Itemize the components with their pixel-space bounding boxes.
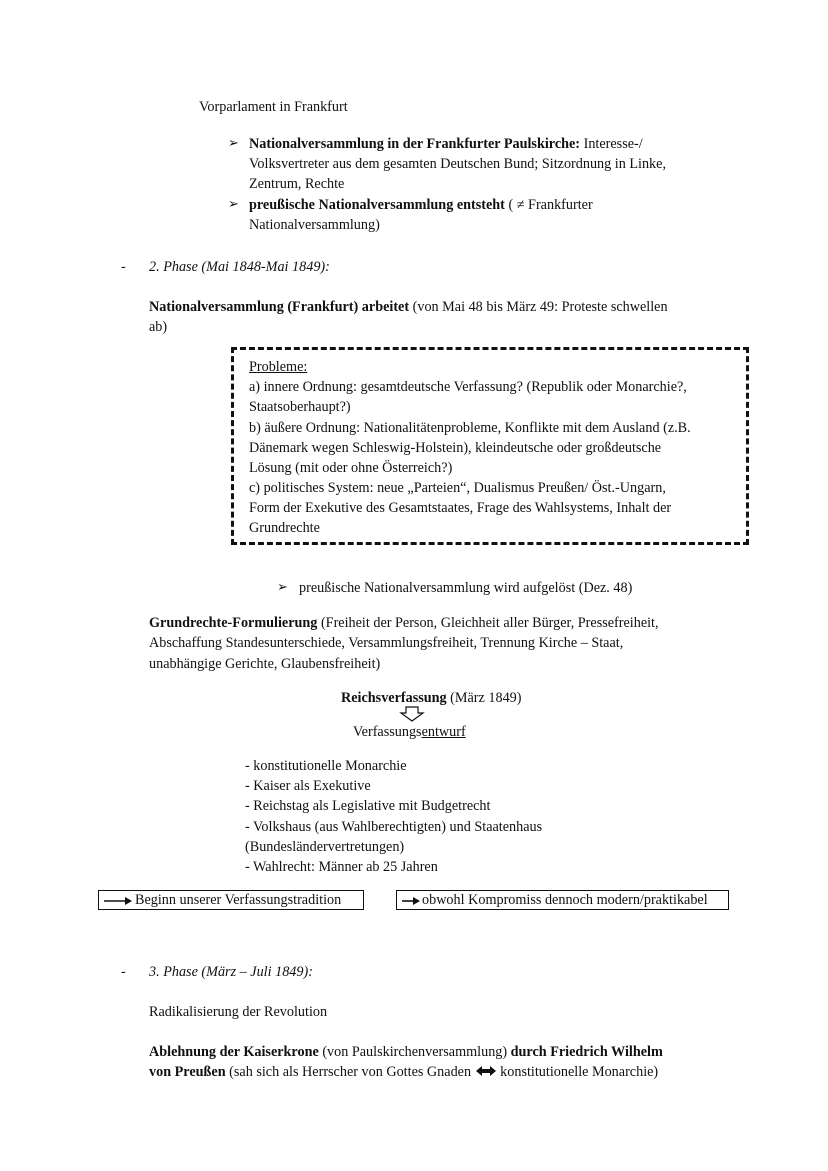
ablehnung-rest1: (von Paulskirchenversammlung) [318,1044,511,1060]
ablehnung-line1 [149,1042,663,1062]
ablehnung-bold2: durch Friedrich Wilhelm [510,1044,663,1060]
reichsverfassung-rest: (März 1849) [446,690,522,706]
bullet-bold: Nationalversammlung in der Frankfurter Paulskirche: [249,136,581,152]
radikalisierung: Radikalisierung der Revolution [149,1004,328,1020]
probleme-line: Staatsoberhaupt?) [249,399,351,415]
reichsverfassung-title [341,688,521,708]
bullet-bold: preußische Nationalversammlung entsteht [249,197,505,213]
verfassung-item: - konstitutionelle Monarchie [245,758,407,774]
nv-line2: ab) [149,319,168,335]
bullet-preussische [249,195,593,215]
bullet-rest: ( ≠ Frankfurter [504,197,593,213]
probleme-line: b) äußere Ordnung: Nationalitätenprobleme, Konflikte mit dem Ausland (z.B. [249,420,691,436]
bullet-rest: Interesse-/ [580,136,643,152]
nv-bold: Nationalversammlung (Frankfurt) arbeitet [149,299,410,315]
grundrechte-rest: (Freiheit der Person, Gleichheit aller Bürger, Pressefreiheit, [317,615,659,631]
probleme-line: c) politisches System: neue „Parteien“, Dualismus Preußen/ Öst.-Ungarn, [249,480,666,496]
ablehnung-rest2: (sah sich als Herrscher von Gottes Gnaden [225,1064,475,1080]
bullet-arrow-icon: ➢ [228,136,239,151]
reichsverfassung-bold: Reichsverfassung [341,690,447,706]
verfassung-item: (Bundesländervertretungen) [245,839,405,855]
ablehnung-rest3: konstitutionelle Monarchie) [496,1064,659,1080]
phase3-title: 3. Phase (März – Juli 1849): [149,964,313,980]
ablehnung-bold3: von Preußen [149,1064,226,1080]
grundrechte-bold: Grundrechte-Formulierung [149,615,318,631]
ablehnung-bold1: Ablehnung der Kaiserkrone [149,1044,319,1060]
verfassung-item: - Reichstag als Legislative mit Budgetrecht [245,798,491,814]
grundrechte-line3: unabhängige Gerichte, Glaubensfreiheit) [149,656,381,672]
bullet-arrow-icon: ➢ [277,580,288,595]
probleme-line: Lösung (mit oder ohne Österreich?) [249,460,453,476]
probleme-line: a) innere Ordnung: gesamtdeutsche Verfassung? (Republik oder Monarchie?, [249,379,687,395]
vorparlament-text: Vorparlament in Frankfurt [199,99,348,115]
bullet-arrow-icon: ➢ [228,197,239,212]
verfassung-item: - Kaiser als Exekutive [245,778,371,794]
down-arrow-icon [399,706,425,722]
ablehnung-line2 [149,1062,658,1082]
phase3-dash: - [121,964,126,980]
phase2-dash: - [121,259,126,275]
box-right-text: obwohl Kompromiss dennoch modern/praktikabel [422,892,708,908]
bullet-line: Volksvertreter aus dem gesamten Deutschen Bund; Sitzordnung in Linke, [249,156,666,172]
probleme-line: Dänemark wegen Schleswig-Holstein), kleindeutsche oder großdeutsche [249,440,662,456]
probleme-heading: Probleme: [249,359,308,375]
probleme-line: Grundrechte [249,520,320,536]
box-left-text: Beginn unserer Verfassungstradition [135,892,342,908]
nv-arbeitet [149,297,668,317]
verfassungsentwurf [353,722,466,742]
probleme-line: Form der Exekutive des Gesamtstaates, Frage des Wahlsystems, Inhalt der [249,500,672,516]
grundrechte-line2: Abschaffung Standesunterschiede, Versammlungsfreiheit, Trennung Kirche – Staat, [149,635,624,651]
bullet-nationalversammlung [249,134,643,154]
verfassung-item: - Wahlrecht: Männer ab 25 Jahren [245,859,438,875]
entwurf-part-b: entwurf [421,724,466,740]
nv-rest: (von Mai 48 bis März 49: Proteste schwellen [409,299,668,315]
bullet-line: Zentrum, Rechte [249,176,345,192]
entwurf-part-a: Verfassungs [353,724,422,740]
verfassung-item: - Volkshaus (aus Wahlberechtigten) und Staatenhaus [245,819,543,835]
aufgeloest-text: preußische Nationalversammlung wird aufgelöst (Dez. 48) [299,580,633,596]
grundrechte-line1 [149,613,659,633]
box-kompromiss [396,890,729,910]
double-arrow-icon [475,1065,497,1077]
right-arrow-icon [401,896,421,906]
phase2-title: 2. Phase (Mai 1848-Mai 1849): [149,259,330,275]
box-verfassungstradition [98,890,364,910]
bullet-line: Nationalversammlung) [249,217,380,233]
right-arrow-icon [103,896,133,906]
